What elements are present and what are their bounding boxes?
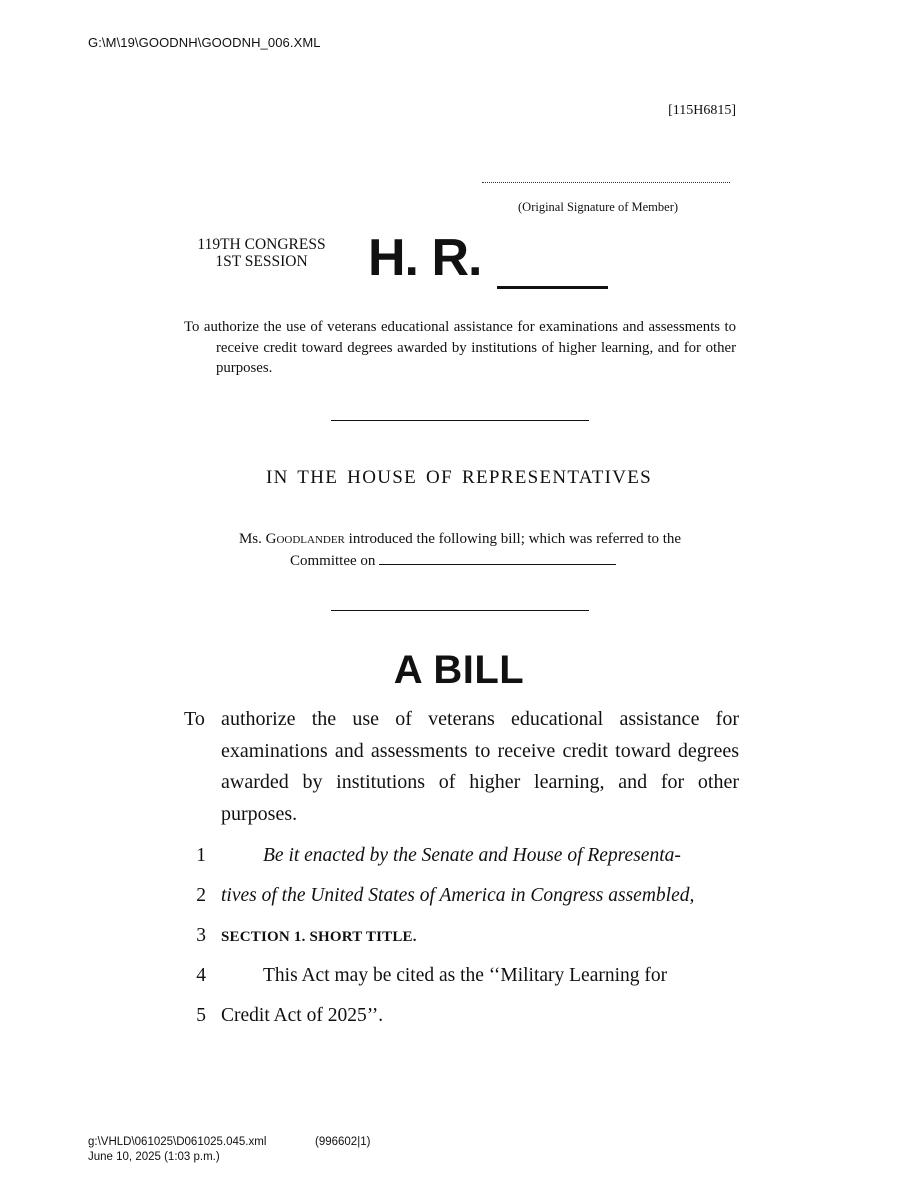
- bill-id: [115H6815]: [668, 103, 736, 118]
- bill-designation: H. R.: [368, 229, 482, 287]
- line-number: 4: [196, 965, 206, 986]
- short-title-line-2: Credit Act of 2025’’.: [221, 1005, 384, 1026]
- bill-number-blank: [497, 286, 608, 289]
- session-line: 1ST SESSION: [215, 253, 308, 270]
- sponsor-name: Goodlander: [265, 531, 345, 547]
- footer-xml-path: g:\VHLD\061025\D061025.045.xml: [88, 1136, 267, 1148]
- congress-session: [184, 236, 339, 270]
- footer-ref: (996602|1): [315, 1136, 371, 1148]
- introduction-line-2: [200, 550, 720, 572]
- file-path: G:\M\19\GOODNH\GOODNH_006.XML: [88, 35, 321, 50]
- committee-blank: [379, 550, 616, 565]
- line-number: 1: [196, 845, 206, 866]
- line-number: 5: [196, 1005, 206, 1026]
- enacting-clause-line-1: Be it enacted by the Senate and House of Representa-: [263, 845, 681, 866]
- purpose-long: [184, 704, 739, 830]
- congress-line: 119TH CONGRESS: [197, 236, 326, 253]
- signature-line: [482, 172, 730, 183]
- line-number: 3: [196, 925, 206, 946]
- signature-label: (Original Signature of Member): [518, 200, 679, 214]
- chamber-heading: IN THE HOUSE OF REPRESENTATIVES: [265, 467, 653, 488]
- footer-date: June 10, 2025 (1:03 p.m.): [88, 1151, 220, 1163]
- divider-rule: [331, 420, 589, 421]
- divider-rule: [331, 610, 589, 611]
- introduction-line-1: [200, 528, 720, 550]
- bill-heading: A BILL: [393, 648, 525, 692]
- section-heading: SECTION 1. SHORT TITLE.: [221, 929, 417, 945]
- purpose-long-text: To authorize the use of veterans educational assistance for examinations and assessments to receive credit toward degrees awarded by institutions of higher learning, and for other purposes.: [184, 708, 739, 825]
- purpose-short-text: To authorize the use of veterans educational assistance for examinations and assessments to receive credit toward degrees awarded by institutions of higher learning, and for other purposes.: [184, 319, 736, 376]
- enacting-clause-line-2: tives of the United States of America in Congress assembled,: [221, 885, 695, 906]
- line-number: 2: [196, 885, 206, 906]
- short-title-line-1: This Act may be cited as the ‘‘Military Learning for: [263, 965, 668, 986]
- committee-label: Committee on: [290, 553, 376, 569]
- introduction: [200, 528, 720, 572]
- footer: [88, 1135, 371, 1165]
- introduction-text: introduced the following bill; which was referred to the: [348, 531, 682, 547]
- sponsor-prefix: Ms.: [238, 531, 262, 547]
- purpose-short: [184, 317, 736, 379]
